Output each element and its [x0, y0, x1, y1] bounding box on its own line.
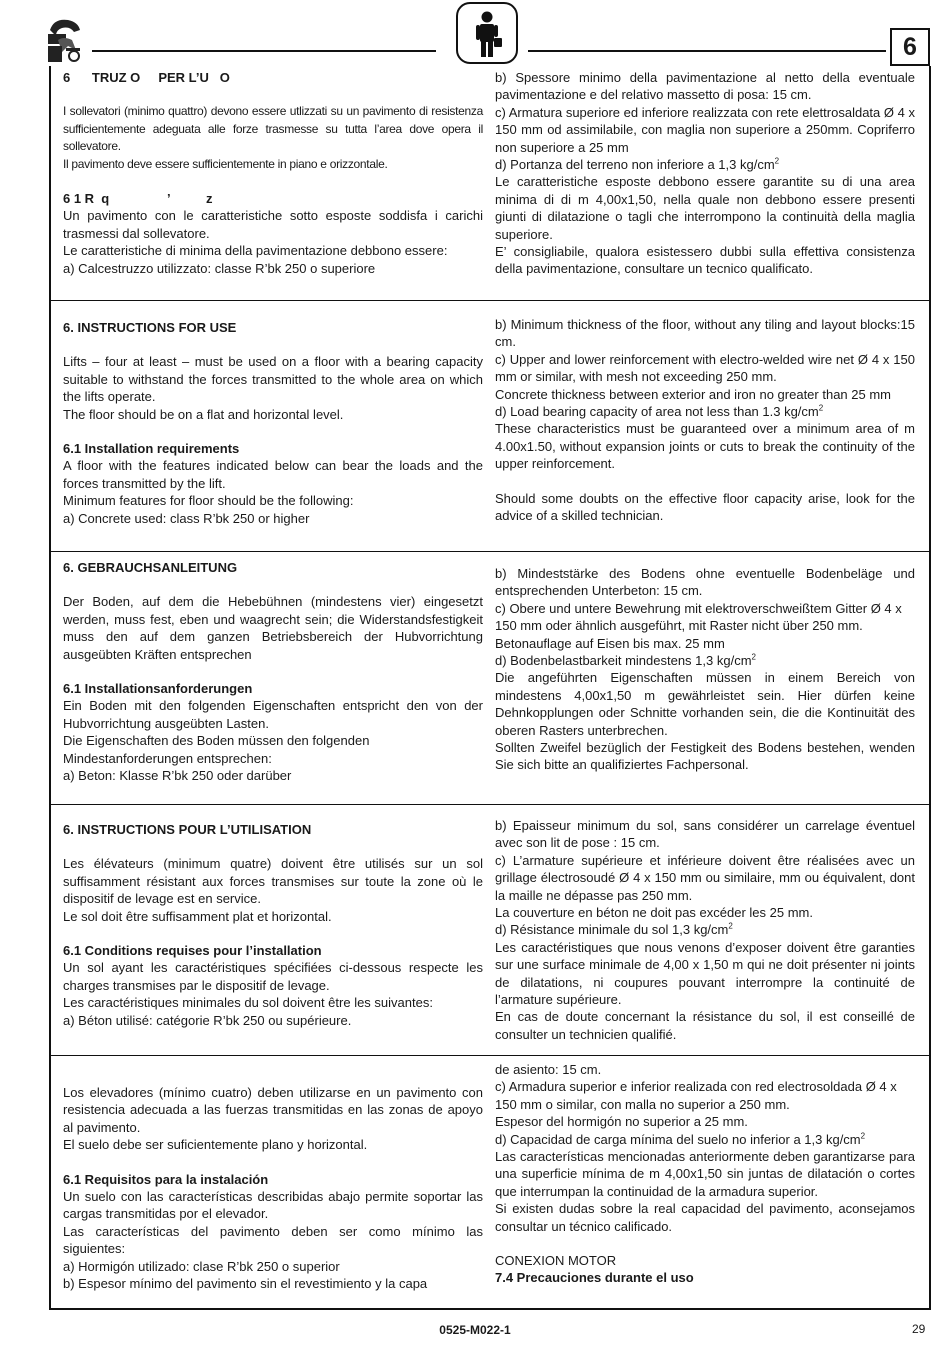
- paragraph: E’ consigliabile, qualora esistessero dubbi sulla effettiva consistenza della pavimentazione, consultare un tecnico qualificato.: [495, 244, 915, 277]
- paragraph: a) Beton: Klasse R’bk 250 oder darüber: [63, 768, 292, 784]
- section-italian: [51, 66, 929, 301]
- subsection-heading: 7.4 Precauciones durante el uso: [495, 1270, 694, 1286]
- paragraph: La couverture en béton ne doit pas excéder les 25 mm.: [495, 905, 813, 921]
- paragraph: Il pavimento deve essere sufficientemente in piano e orizzontale.: [63, 156, 388, 171]
- paragraph: Las características mencionadas anteriormente deben garantizarse para una superficie mínima de m 4,00x1,50 sin juntas de dilatación o cortes que interrumpan la continuidad de la armadura superior.: [495, 1149, 915, 1199]
- paragraph: Ein Boden mit den folgenden Eigenschaften entspricht den von der Hubvorrichtung ausgeübten Lasten.: [63, 698, 483, 731]
- paragraph: Minimum features for floor should be the following:: [63, 493, 354, 509]
- header-rule-right: [528, 50, 886, 52]
- paragraph: En cas de doute concernant la résistance du sol, il est conseillé de consulter un technicien qualifié.: [495, 1009, 915, 1042]
- paragraph: Der Boden, auf dem die Hebebühnen (mindestens vier) eingesetzt werden, muss fest, eben und waagrecht sein; die Widerstandsfestigkeit muss den auf dem ganzen Betriebsbereich der Hubvorrichtung ausgeübten Kräften entsprechen: [63, 594, 483, 662]
- subsection-heading: 6.1 Installation requirements: [63, 441, 240, 457]
- paragraph: Die Eigenschaften des Boden müssen den folgenden Mindestanforderungen entsprechen:: [63, 733, 370, 766]
- paragraph: Un pavimento con le caratteristiche sotto esposte soddisfa i carichi trasmessi dal sollevatore.: [63, 208, 483, 241]
- user-manual-person-icon: [458, 4, 516, 62]
- paragraph: d) Capacidad de carga mínima del suelo no inferior a 1,3 $kg/cm^2$: [495, 1131, 866, 1147]
- spanish-left-column: [63, 1084, 483, 1292]
- german-right-column: [495, 565, 915, 774]
- paragraph: de asiento: 15 cm.: [495, 1062, 602, 1077]
- paragraph: b) Epaisseur minimum du sol, sans considérer un carrelage éventuel avec son lit de pose : 15 cm.: [495, 818, 915, 851]
- header-rule-left: [92, 50, 436, 52]
- paragraph: Les caractéristiques minimales du sol doivent être les suivantes:: [63, 995, 433, 1011]
- german-left-column: [63, 559, 483, 784]
- italian-left-column: [63, 69, 483, 277]
- paragraph: Espesor del hormigón no superior a 25 mm.: [495, 1114, 748, 1130]
- manual-user-badge: [456, 2, 518, 64]
- paragraph: b) Espesor mínimo del pavimento sin el revestimiento y la capa: [63, 1276, 428, 1292]
- paragraph: Si existen dudas sobre la real capacidad del pavimento, aconsejamos consultar un técnico calificado.: [495, 1201, 915, 1234]
- paragraph: Les caractéristiques que nous venons d’exposer doivent être garanties sur une surface minimale de 4,00 x 1,50 m qui ne doit présenter ni joints de dilatations, ni coupures pouvant interrompre la continuité de l’armature supérieure.: [495, 939, 915, 1008]
- english-left-column: [63, 319, 483, 527]
- paragraph: a) Hormigón utilizado: clase R’bk 250 o superior: [63, 1258, 340, 1274]
- paragraph: a) Concrete used: class R’bk 250 or higher: [63, 510, 310, 526]
- page-number: 29: [912, 1322, 926, 1336]
- paragraph: d) Load bearing capacity of area not less than 1.3 $kg/cm^2$: [495, 403, 824, 420]
- paragraph: Las características del pavimento deben ser como mínimo las siguientes:: [63, 1223, 483, 1257]
- paragraph: Un suelo con las características describidas abajo permite soportar las cargas transmitidas por el elevador.: [63, 1189, 483, 1222]
- mechanic-logo: [44, 16, 86, 64]
- paragraph: The floor should be on a flat and horizontal level.: [63, 406, 344, 422]
- content-frame: [49, 66, 931, 1310]
- paragraph: Los elevadores (mínimo cuatro) deben utilizarse en un pavimento con resistencia adecuada a las fuerzas transmitidas en las zonas de apoyo al pavimento.: [63, 1085, 483, 1135]
- paragraph: c) Armatura superiore ed inferiore realizzata con rete elettrosaldata Ø 4 x 150 mm od assimilabile, con maglia non superiore a 250mm. Copriferro non superiore a 25 mm: [495, 104, 915, 155]
- section-heading: 6 TRUZ O PER L’U O: [63, 70, 230, 85]
- paragraph: Le caratteristiche esposte debbono essere garantite su di una area minima di di m 4,00x1,50, nella quale non debbono essere presenti giunti di dilatazione o tagli che interrompono la continuità della maglia superiore.: [495, 174, 915, 242]
- subsection-heading: 6.1 Conditions requises pour l’installation: [63, 943, 322, 959]
- paragraph: c) Obere und untere Bewehrung mit elektroverschweißtem Gitter Ø 4 x 150 mm oder ähnlich ausgeführt, mit Raster nicht über 250 mm.: [495, 600, 902, 634]
- paragraph: Le caratteristiche di minima della pavimentazione debbono essere:: [63, 243, 448, 259]
- paragraph: Sollten Zweifel bezüglich der Festigkeit des Bodens bestehen, wenden Sie sich bitte an qualifiziertes Fachpersonal.: [495, 740, 915, 773]
- section-french: [51, 804, 929, 1056]
- paragraph: Die angeführten Eigenschaften müssen in einem Bereich von mindestens 4,00x1,50 m gewährleistet sein. Hier dürfen keine Dehnkopplungen oder Schnitte vorhanden sein, die die Kontinuität des oberen Rasters unterbrechen.: [495, 670, 915, 738]
- french-left-column: [63, 821, 483, 1029]
- italian-right-column: [495, 69, 915, 278]
- section-german: [51, 551, 929, 805]
- paragraph: Should some doubts on the effective floor capacity arise, look for the advice of a skilled technician.: [495, 490, 915, 524]
- paragraph: Le sol doit être suffisamment plat et horizontal.: [63, 908, 332, 924]
- paragraph: b) Spessore minimo della pavimentazione al netto della eventuale pavimentazione e del relativo massetto di posa: 15 cm.: [495, 70, 915, 103]
- paragraph: a) Calcestruzzo utilizzato: classe R’bk 250 o superiore: [63, 260, 376, 276]
- section-heading: 6. GEBRAUCHSANLEITUNG: [63, 560, 238, 575]
- subsection-heading: 6 1 R q ’ z: [63, 191, 213, 207]
- paragraph: Un sol ayant les caractéristiques spécifiées ci-dessous respecte les charges transmises par le dispositif de levage.: [63, 960, 483, 993]
- section-heading: 6. INSTRUCTIONS FOR USE: [63, 320, 237, 335]
- paragraph: CONEXION MOTOR: [495, 1253, 617, 1269]
- paragraph: Les élévateurs (minimum quatre) doivent être utilisés sur un sol suffisamment résistant aux forces transmises sur toute la zone où le dispositif de levage est en service.: [63, 856, 483, 907]
- paragraph: b) Minimum thickness of the floor, without any tiling and layout blocks:15 cm.: [495, 317, 915, 350]
- paragraph: b) Mindeststärke des Bodens ohne eventuelle Bodenbeläge und entsprechenden Unterbeton: 15 cm.: [495, 566, 915, 599]
- paragraph: Lifts – four at least – must be used on a floor with a bearing capacity suitable to withstand the forces transmitted to the whole area on which the lifts operate.: [63, 354, 483, 405]
- french-right-column: [495, 817, 915, 1043]
- subsection-heading: 6.1 Requisitos para la instalación: [63, 1171, 269, 1187]
- section-spanish: [51, 1055, 929, 1308]
- paragraph: Betonauflage auf Eisen bis max. 25 mm: [495, 635, 725, 651]
- spanish-right-column: [495, 1061, 915, 1287]
- document-code: 0525-M022-1: [439, 1323, 511, 1337]
- paragraph: Concrete thickness between exterior and iron no greater than 25 mm: [495, 386, 891, 402]
- paragraph: a) Béton utilisé: catégorie R’bk 250 ou supérieure.: [63, 1012, 352, 1028]
- paragraph: I sollevatori (minimo quattro) devono essere utlizzati su un pavimento di resistenza sufficientemente adeguata alle forze trasmesse su tutta l’area dove opera il sollevatore.: [63, 104, 483, 154]
- paragraph: El suelo debe ser suficientemente plano y horizontal.: [63, 1137, 368, 1153]
- paragraph: c) Upper and lower reinforcement with electro-welded wire net Ø 4 x 150 mm or similar, with mesh not exceeding 250 mm.: [495, 351, 915, 385]
- paragraph: d) Bodenbelastbarkeit mindestens 1,3 $kg/cm^2$: [495, 652, 756, 669]
- chapter-number: 6: [890, 28, 930, 66]
- paragraph: c) Armadura superior e inferior realizada con red electrosoldada Ø 4 x 150 mm o similar, con malla no superior a 250 mm.: [495, 1079, 897, 1112]
- section-heading: 6. INSTRUCTIONS POUR L’UTILISATION: [63, 822, 312, 837]
- subsection-heading: 6.1 Installationsanforderungen: [63, 681, 253, 697]
- paragraph: These characteristics must be guaranteed over a minimum area of m 4.00x1.50, without expansion joints or cuts to break the continuity of the upper reinforcement.: [495, 421, 915, 472]
- section-english: [51, 300, 929, 552]
- paragraph: c) L’armature supérieure et inférieure doivent être réalisées avec un grillage électrosoudé Ø 4 x 150 mm ou similaire, mm ou équivalent, dont la maille ne dépasse pas 250 mm.: [495, 852, 915, 903]
- paragraph: d) Résistance minimale du sol 1,3 $kg/cm^2$: [495, 922, 733, 938]
- english-right-column: [495, 316, 915, 524]
- paragraph: A floor with the features indicated below can bear the loads and the forces transmitted by the lift.: [63, 458, 483, 491]
- paragraph: d) Portanza del terreno non inferiore a 1,3 $kg/cm^2$: [495, 156, 780, 173]
